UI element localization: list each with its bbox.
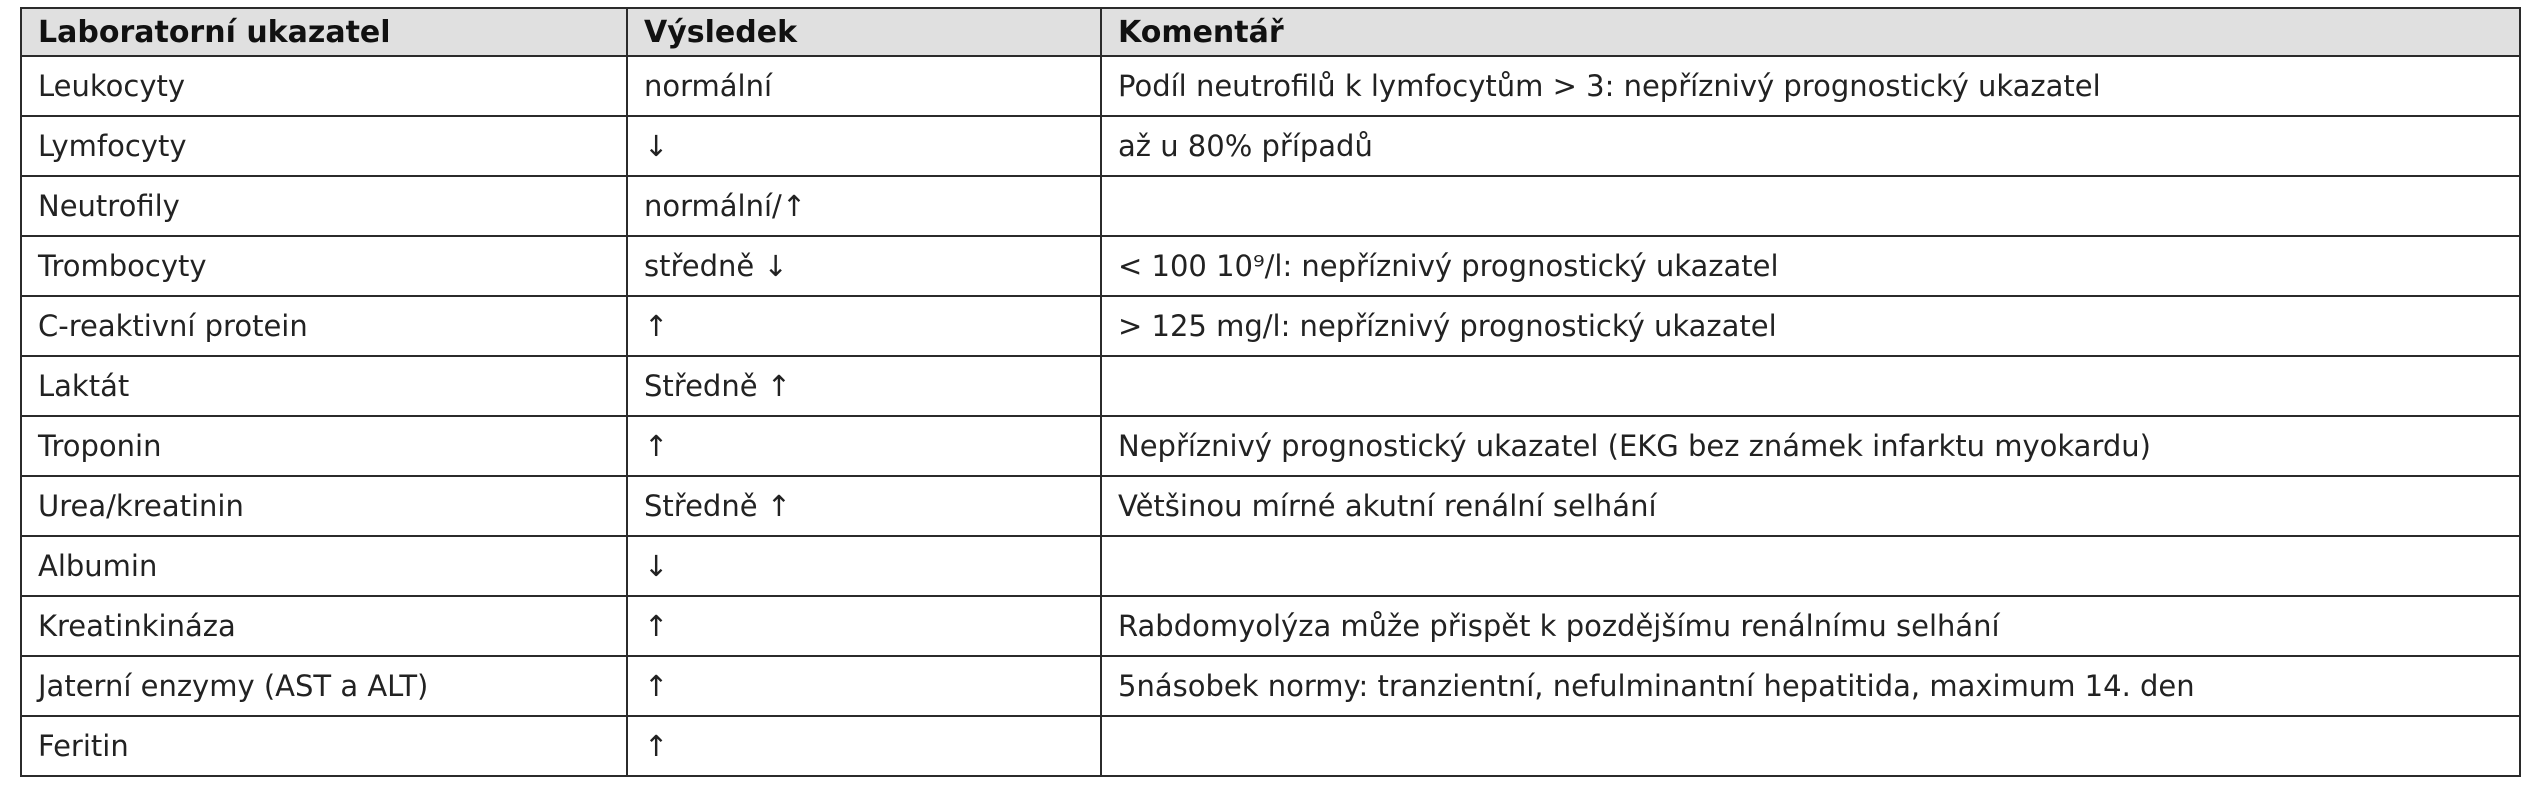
cell-indicator: Urea/kreatinin [21,476,627,536]
cell-result: ↑ [627,716,1101,776]
cell-indicator: C-reaktivní protein [21,296,627,356]
cell-indicator: Feritin [21,716,627,776]
cell-result: normální/↑ [627,176,1101,236]
cell-indicator: Laktát [21,356,627,416]
cell-comment: až u 80% případů [1101,116,2520,176]
cell-comment: Podíl neutrofilů k lymfocytům > 3: nepříznivý prognostický ukazatel [1101,56,2520,116]
cell-indicator: Kreatinkináza [21,596,627,656]
cell-result: ↓ [627,536,1101,596]
cell-result: Středně ↑ [627,476,1101,536]
cell-indicator: Leukocyty [21,56,627,116]
cell-comment: < 100 10⁹/l: nepříznivý prognostický ukazatel [1101,236,2520,296]
cell-comment: 5násobek normy: tranzientní, nefulminantní hepatitida, maximum 14. den [1101,656,2520,716]
table-row [21,416,2520,476]
table-row [21,56,2520,116]
table-row [21,296,2520,356]
cell-result: ↑ [627,296,1101,356]
cell-comment [1101,716,2520,776]
cell-comment: Většinou mírné akutní renální selhání [1101,476,2520,536]
cell-result: ↓ [627,116,1101,176]
header-comment: Komentář [1101,8,2520,56]
header-result: Výsledek [627,8,1101,56]
cell-indicator: Neutrofily [21,176,627,236]
table-row [21,596,2520,656]
cell-comment [1101,176,2520,236]
cell-result: ↑ [627,656,1101,716]
header-row [21,8,2520,56]
header-indicator: Laboratorní ukazatel [21,8,627,56]
cell-indicator: Jaterní enzymy (AST a ALT) [21,656,627,716]
cell-indicator: Albumin [21,536,627,596]
cell-indicator: Lymfocyty [21,116,627,176]
cell-result: ↑ [627,596,1101,656]
cell-comment: > 125 mg/l: nepříznivý prognostický ukazatel [1101,296,2520,356]
cell-result: středně ↓ [627,236,1101,296]
lab-results-table-container [20,7,2519,777]
table-row [21,116,2520,176]
cell-comment: Nepříznivý prognostický ukazatel (EKG bez známek infarktu myokardu) [1101,416,2520,476]
table-row [21,716,2520,776]
cell-comment: Rabdomyolýza může přispět k pozdějšímu renálnímu selhání [1101,596,2520,656]
cell-indicator: Troponin [21,416,627,476]
table-row [21,236,2520,296]
cell-comment [1101,356,2520,416]
table-row [21,356,2520,416]
table-row [21,536,2520,596]
table-row [21,656,2520,716]
cell-indicator: Trombocyty [21,236,627,296]
cell-result: Středně ↑ [627,356,1101,416]
table-body [21,56,2520,776]
lab-results-table [20,7,2521,777]
table-row [21,476,2520,536]
cell-result: ↑ [627,416,1101,476]
cell-result: normální [627,56,1101,116]
table-row [21,176,2520,236]
cell-comment [1101,536,2520,596]
table-header [21,8,2520,56]
